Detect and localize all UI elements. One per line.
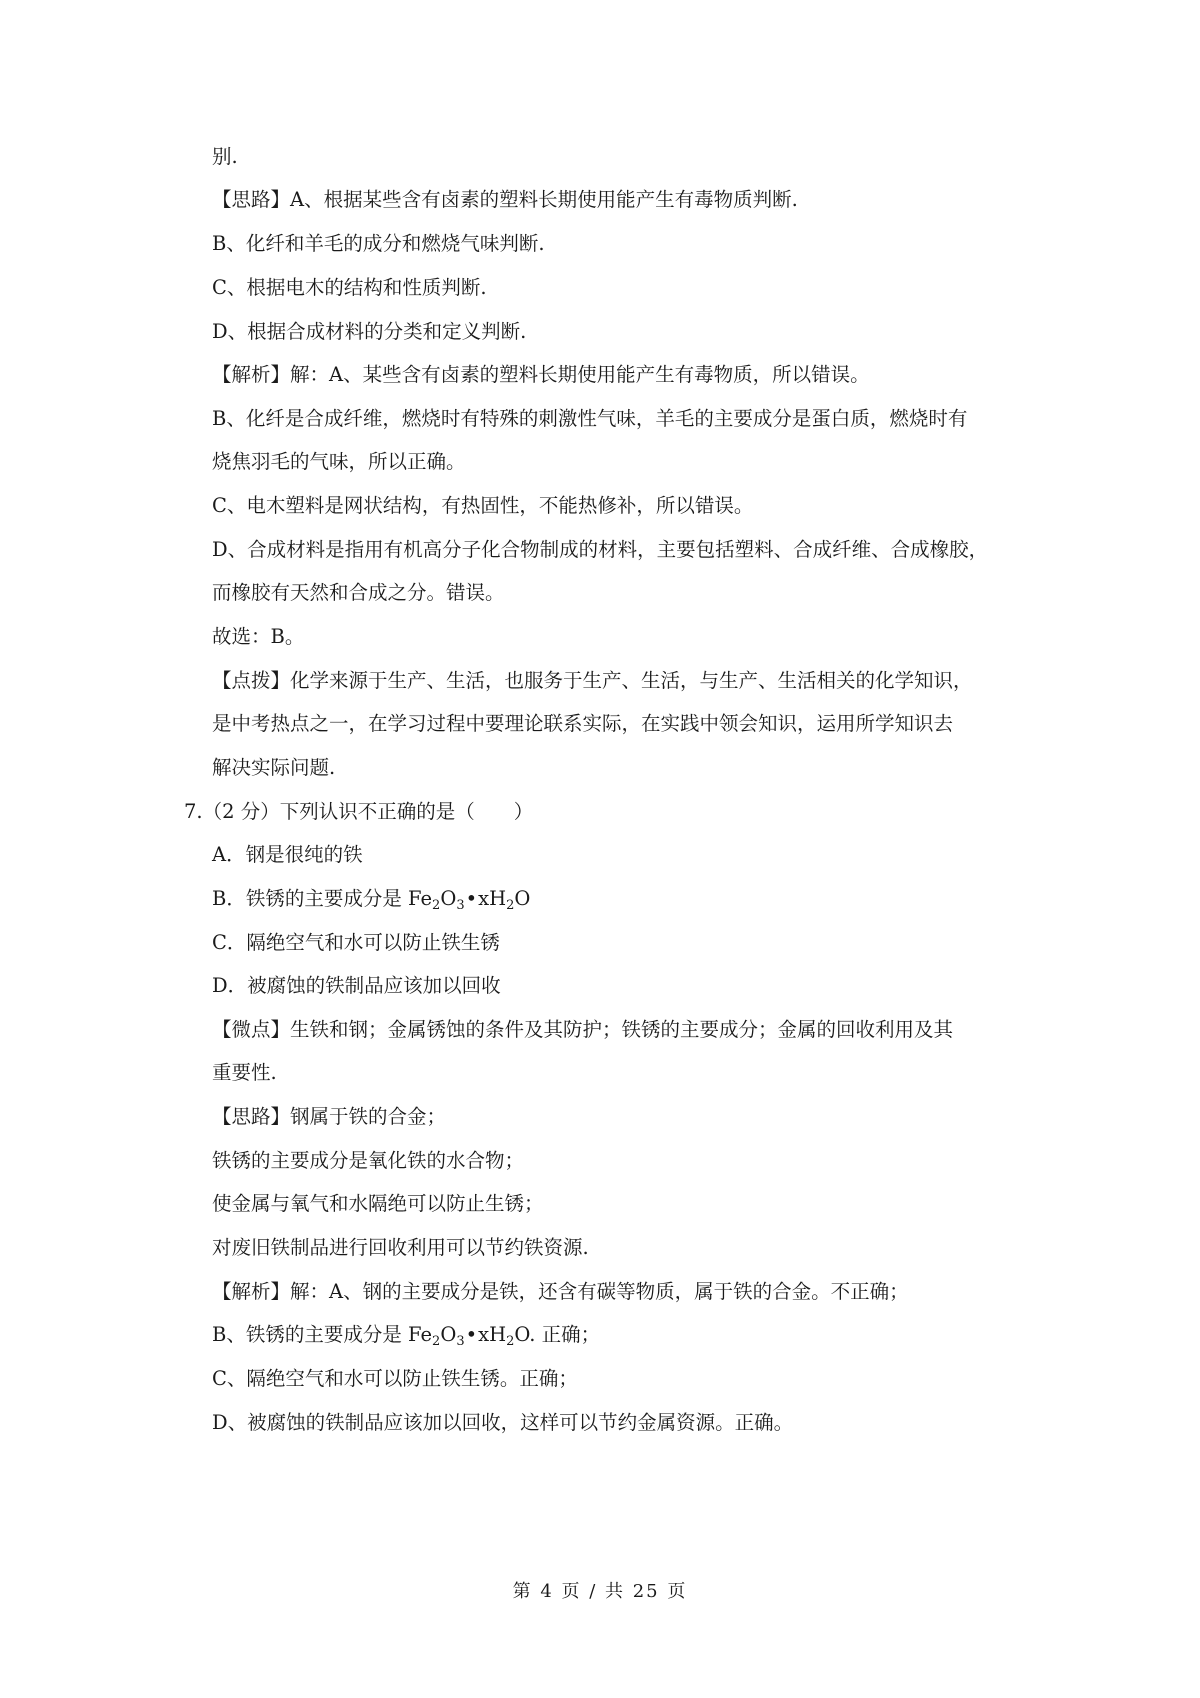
text-line [212, 1321, 1032, 1349]
text-line-suffix: . 正确； [529, 1323, 601, 1346]
text-line: D、合成材料是指用有机高分子化合物制成的材料，主要包括塑料、合成纤维、合成橡胶， [212, 538, 989, 561]
text-line: 而橡胶有天然和合成之分。错误。 [212, 581, 505, 604]
text-line: 对废旧铁制品进行回收利用可以节约铁资源. [212, 1236, 589, 1259]
option-b-text: B．铁锈的主要成分是 [212, 887, 409, 910]
text-line: 【微点】生铁和钢；金属锈蚀的条件及其防护；铁锈的主要成分；金属的回收利用及其 [212, 1018, 954, 1041]
text-line: 重要性. [212, 1061, 277, 1084]
option-b [212, 885, 1032, 913]
text-line: 【点拨】化学来源于生产、生活，也服务于生产、生活，与生产、生活相关的化学知识， [212, 669, 973, 692]
option-d: D．被腐蚀的铁制品应该加以回收 [212, 974, 501, 997]
text-line-prefix: B、铁锈的主要成分是 [212, 1323, 409, 1346]
text-line: 【解析】解：A、某些含有卤素的塑料长期使用能产生有毒物质，所以错误。 [212, 363, 870, 386]
chemical-formula: $Fe_2O_3•xH_2O$ [408, 1323, 530, 1349]
chemical-formula: $Fe_2O_3•xH_2O$ [408, 887, 531, 913]
text-line: D、被腐蚀的铁制品应该加以回收，这样可以节约金属资源。正确。 [212, 1411, 794, 1434]
text-line: D、根据合成材料的分类和定义判断. [212, 320, 527, 343]
text-line: 是中考热点之一，在学习过程中要理论联系实际，在实践中领会知识，运用所学知识去 [212, 712, 954, 735]
text-line: 别. [212, 145, 238, 168]
text-line: 故选：B。 [212, 625, 305, 648]
page-footer: 第 4 页 / 共 25 页 [512, 1581, 688, 1602]
option-a: A．钢是很纯的铁 [212, 843, 363, 866]
text-line: C、电木塑料是网状结构，有热固性，不能热修补，所以错误。 [212, 494, 754, 517]
text-line: 铁锈的主要成分是氧化铁的水合物； [212, 1149, 525, 1172]
text-line: C、隔绝空气和水可以防止铁生锈。正确； [212, 1367, 578, 1390]
text-line: 【解析】解：A、钢的主要成分是铁，还含有碳等物质，属于铁的合金。不正确； [212, 1280, 909, 1303]
option-c: C．隔绝空气和水可以防止铁生锈 [212, 931, 500, 954]
text-line: 【思路】A、根据某些含有卤素的塑料长期使用能产生有毒物质判断. [212, 188, 798, 211]
text-line: B、化纤和羊毛的成分和燃烧气味判断. [212, 232, 545, 255]
question-7-stem: 7.（2 分）下列认识不正确的是（ ） [184, 800, 534, 823]
text-line: 烧焦羽毛的气味，所以正确。 [212, 450, 466, 473]
text-line: 【思路】钢属于铁的合金； [212, 1105, 447, 1128]
text-line: C、根据电木的结构和性质判断. [212, 276, 487, 299]
text-line: 使金属与氧气和水隔绝可以防止生锈； [212, 1192, 544, 1215]
text-line: B、化纤是合成纤维，燃烧时有特殊的刺激性气味，羊毛的主要成分是蛋白质，燃烧时有 [212, 407, 968, 430]
text-line: 解决实际问题. [212, 756, 336, 779]
